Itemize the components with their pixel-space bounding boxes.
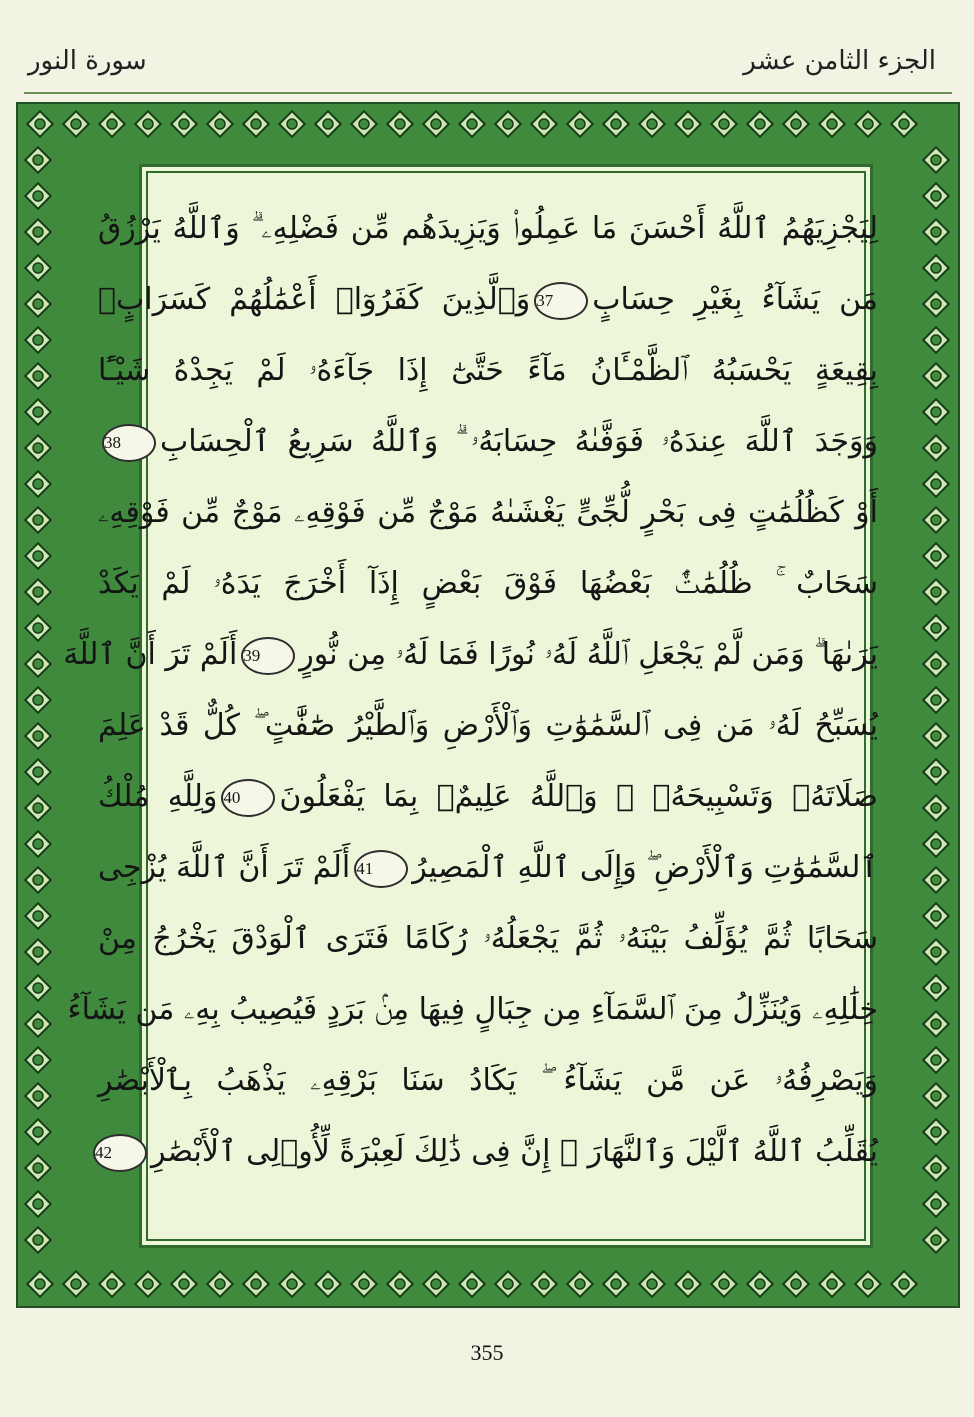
border-knot [747, 1271, 772, 1296]
verse-line [98, 340, 878, 402]
border-knot [531, 1271, 556, 1296]
border-knot [25, 327, 50, 352]
border-knot [711, 111, 736, 136]
verse-line [98, 269, 878, 331]
ayah-number-marker: 42 [93, 1134, 147, 1172]
border-knot [25, 183, 50, 208]
border-knot [923, 399, 948, 424]
border-knot [923, 363, 948, 388]
border-knot [25, 291, 50, 316]
verse-text: بِقِيعَةٍ يَحْسَبُهُ ٱلظَّمْـَٔانُ مَآءً حَتَّىٰٓ إِذَا جَآءَهُۥ لَمْ يَجِدْهُ شَيْـًٔا [98, 353, 878, 388]
verse-line [98, 766, 878, 828]
ayah-number-marker: 40 [221, 779, 275, 817]
border-knot [923, 723, 948, 748]
border-knot [25, 903, 50, 928]
border-knot [135, 1271, 160, 1296]
verse-line [98, 837, 878, 899]
ayah-number-marker: 41 [354, 850, 408, 888]
verse-line [94, 1121, 878, 1183]
verse-line [98, 411, 878, 473]
verse-text: وَوَجَدَ ٱللَّهَ عِندَهُۥ فَوَفَّىٰهُ حِسَابَهُۥ ۗ وَٱللَّهُ سَرِيعُ ٱلْحِسَابِ [160, 424, 878, 459]
verse-line [98, 908, 878, 970]
border-knot [783, 1271, 808, 1296]
verse-text: سَحَابٌ ۚ ظُلُمَٰتٌۢ بَعْضُهَا فَوْقَ بَعْضٍ إِذَآ أَخْرَجَ يَدَهُۥ لَمْ يَكَدْ [98, 566, 878, 601]
border-knot [25, 939, 50, 964]
border-knot [923, 327, 948, 352]
border-knot [923, 831, 948, 856]
border-knot [923, 1119, 948, 1144]
border-knot [25, 471, 50, 496]
border-knot [171, 1271, 196, 1296]
border-knot [923, 1011, 948, 1036]
border-knot [25, 255, 50, 280]
border-knot [495, 1271, 520, 1296]
border-knot [459, 111, 484, 136]
border-knot [27, 111, 52, 136]
border-knot [923, 1191, 948, 1216]
border-knot [387, 1271, 412, 1296]
border-knot [567, 111, 592, 136]
border-knot [891, 111, 916, 136]
border-knot [639, 111, 664, 136]
border-knot [923, 435, 948, 460]
verse-text: وَيَصْرِفُهُۥ عَن مَّن يَشَآءُ ۖ يَكَادُ سَنَا بَرْقِهِۦ يَذْهَبُ بِٱلْأَبْصَٰرِ [98, 1063, 878, 1098]
verse-text: لِيَجْزِيَهُمُ ٱللَّهُ أَحْسَنَ مَا عَمِلُوا۟ وَيَزِيدَهُم مِّن فَضْلِهِۦ ۗ وَٱللَّهُ يَرْزُقُ [98, 211, 878, 246]
border-knot [243, 1271, 268, 1296]
border-knot [25, 687, 50, 712]
surah-name-header: سورة النور [28, 46, 147, 76]
verse-line [67, 979, 878, 1041]
border-knot [25, 1227, 50, 1252]
border-knot [923, 867, 948, 892]
border-knot [923, 1083, 948, 1108]
ayah-number-marker: 37 [534, 282, 588, 320]
verse-line [98, 482, 878, 544]
border-knot [279, 111, 304, 136]
border-knot [243, 111, 268, 136]
verse-text: يُقَلِّبُ ٱللَّهُ ٱلَّيْلَ وَٱلنَّهَارَ ۚ إِنَّ فِى ذَٰلِكَ لَعِبْرَةً لِّأُو۟لِى ٱلْأَبْصَٰرِ [150, 1134, 878, 1169]
border-knot [63, 111, 88, 136]
border-knot [387, 111, 412, 136]
border-knot [25, 975, 50, 1000]
border-knot [99, 111, 124, 136]
border-knot [423, 1271, 448, 1296]
border-knot [819, 1271, 844, 1296]
verse-text: خِلَٰلِهِۦ وَيُنَزِّلُ مِنَ ٱلسَّمَآءِ مِن جِبَالٍ فِيهَا مِنۢ بَرَدٍ فَيُصِيبُ بِهِۦ مَن يَشَآءُ [67, 992, 878, 1027]
border-knot [923, 1155, 948, 1180]
border-knot [25, 1083, 50, 1108]
border-knot [923, 615, 948, 640]
border-knot [923, 1047, 948, 1072]
border-knot [135, 111, 160, 136]
border-knot [171, 111, 196, 136]
verse-line [98, 198, 878, 260]
verse-text: أَلَمْ تَرَ أَنَّ ٱللَّهَ يُزْجِى [98, 850, 351, 885]
border-knot [495, 111, 520, 136]
border-knot [25, 1119, 50, 1144]
border-knot [25, 1011, 50, 1036]
border-knot [25, 795, 50, 820]
verse-text: يَرَىٰهَا ۗ وَمَن لَّمْ يَجْعَلِ ٱللَّهُ لَهُۥ نُورًا فَمَا لَهُۥ مِن نُّورٍ [299, 637, 878, 672]
border-knot [923, 255, 948, 280]
border-knot [25, 543, 50, 568]
border-knot [459, 1271, 484, 1296]
border-knot [99, 1271, 124, 1296]
ayah-number-marker: 38 [102, 424, 156, 462]
border-knot [351, 111, 376, 136]
border-knot [855, 1271, 880, 1296]
border-knot [25, 507, 50, 532]
border-knot [923, 759, 948, 784]
verse-text: ٱلسَّمَٰوَٰتِ وَٱلْأَرْضِ ۖ وَإِلَى ٱللَّهِ ٱلْمَصِيرُ [412, 850, 878, 885]
border-knot [923, 579, 948, 604]
page-number: 355 [470, 1340, 504, 1365]
border-knot [923, 687, 948, 712]
border-knot [25, 1155, 50, 1180]
border-knot [25, 363, 50, 388]
border-knot [25, 831, 50, 856]
border-knot [423, 111, 448, 136]
verse-text: وَٱلَّذِينَ كَفَرُوٓا۟ أَعْمَٰلُهُمْ كَسَرَابٍۭ [98, 282, 531, 317]
border-knot [675, 111, 700, 136]
border-knot [923, 219, 948, 244]
border-knot [923, 543, 948, 568]
border-knot [279, 1271, 304, 1296]
border-knot [891, 1271, 916, 1296]
border-knot [25, 1047, 50, 1072]
border-knot [923, 507, 948, 532]
verse-text: أَلَمْ تَرَ أَنَّ ٱللَّهَ [63, 637, 238, 672]
border-knot [923, 903, 948, 928]
border-knot [711, 1271, 736, 1296]
border-knot [351, 1271, 376, 1296]
verse-text: سَحَابًا ثُمَّ يُؤَلِّفُ بَيْنَهُۥ ثُمَّ يَجْعَلُهُۥ رُكَامًا فَتَرَى ٱلْوَدْقَ يَخْرُجُ مِنْ [98, 921, 878, 956]
border-knot [923, 975, 948, 1000]
border-knot [923, 471, 948, 496]
border-knot [923, 1227, 948, 1252]
border-knot [567, 1271, 592, 1296]
verse-text: وَلِلَّهِ مُلْكُ [98, 779, 218, 814]
border-knot [25, 579, 50, 604]
border-knot [25, 651, 50, 676]
border-knot [25, 1191, 50, 1216]
border-knot [747, 111, 772, 136]
verse-line [98, 1050, 878, 1112]
verse-line [63, 624, 878, 686]
border-knot [783, 111, 808, 136]
border-knot [207, 111, 232, 136]
border-knot [639, 1271, 664, 1296]
border-knot [923, 795, 948, 820]
border-knot [675, 1271, 700, 1296]
border-knot [819, 111, 844, 136]
border-knot [27, 1271, 52, 1296]
border-knot [63, 1271, 88, 1296]
border-knot [25, 219, 50, 244]
juz-header: الجزء الثامن عشر [743, 46, 936, 76]
verse-line [98, 553, 878, 615]
verse-text: صَلَاتَهُۥ وَتَسْبِيحَهُۥ ۗ وَٱللَّهُ عَلِيمٌۢ بِمَا يَفْعَلُونَ [279, 779, 878, 814]
border-knot [531, 111, 556, 136]
border-knot [25, 435, 50, 460]
border-knot [923, 183, 948, 208]
border-knot [855, 111, 880, 136]
border-knot [603, 111, 628, 136]
verse-text: أَوْ كَظُلُمَٰتٍ فِى بَحْرٍ لُّجِّىٍّ يَغْشَىٰهُ مَوْجٌ مِّن فَوْقِهِۦ مَوْجٌ مِّن فَوْقِهِۦ [98, 495, 878, 530]
border-knot [603, 1271, 628, 1296]
border-knot [25, 867, 50, 892]
border-knot [923, 291, 948, 316]
header-rule [24, 92, 952, 94]
ayah-number-marker: 39 [241, 637, 295, 675]
border-knot [25, 759, 50, 784]
border-knot [25, 723, 50, 748]
border-knot [207, 1271, 232, 1296]
verse-line [98, 695, 878, 757]
border-knot [923, 939, 948, 964]
border-knot [315, 1271, 340, 1296]
border-knot [315, 111, 340, 136]
border-knot [25, 399, 50, 424]
verse-text: مَن يَشَآءُ بِغَيْرِ حِسَابٍ [592, 282, 878, 317]
verse-text: يُسَبِّحُ لَهُۥ مَن فِى ٱلسَّمَٰوَٰتِ وَٱلْأَرْضِ وَٱلطَّيْرُ صَٰٓفَّٰتٍ ۖ كُلٌّ قَدْ عَلِمَ [98, 708, 878, 743]
border-knot [923, 147, 948, 172]
border-knot [25, 615, 50, 640]
border-knot [25, 147, 50, 172]
border-knot [923, 651, 948, 676]
